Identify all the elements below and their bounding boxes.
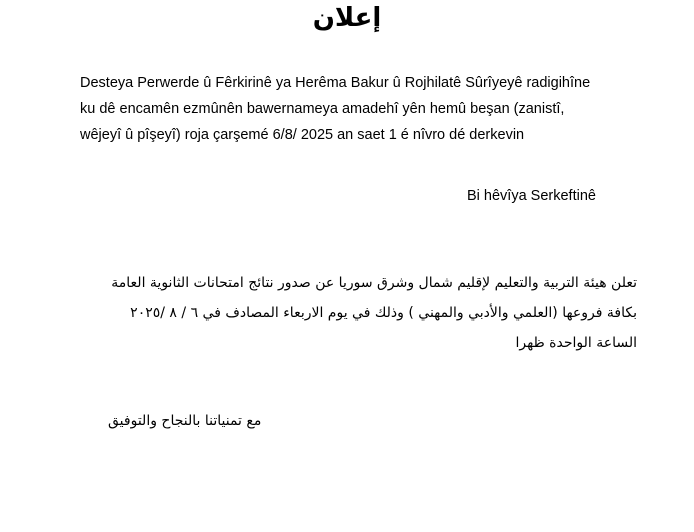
kurdish-announcement <box>80 70 640 148</box>
kurdish-closing: Bi hêvîya Serkeftinê <box>467 188 596 204</box>
arabic-announcement <box>57 268 637 358</box>
kurdish-line: ku dê encamên ezmûnên bawernameya amadehî yên hemû beşan (zanistî, <box>80 101 565 117</box>
arabic-closing: مع تمنياتنا بالنجاح والتوفيق <box>108 413 262 429</box>
kurdish-line: wêjeyî û pîşeyî) roja çarşemé 6/8/ 2025 an saet 1 é nîvro dé derkevin <box>80 127 525 143</box>
announcement-title: إعلان <box>312 3 382 33</box>
arabic-line: بكافة فروعها (العلمي والأدبي والمهني ) وذلك في يوم الاربعاء المصادف في ٦ / ٨ /٢٠٢٥ <box>130 305 637 321</box>
arabic-line: تعلن هيئة التربية والتعليم لإقليم شمال وشرق سوريا عن صدور نتائج امتحانات الثانوية العامة <box>111 275 637 291</box>
arabic-line: الساعة الواحدة ظهرا <box>515 335 637 351</box>
kurdish-line: Desteya Perwerde û Fêrkirinê ya Herêma Bakur û Rojhilatê Sûrîyeyê radigihîne <box>80 75 591 91</box>
